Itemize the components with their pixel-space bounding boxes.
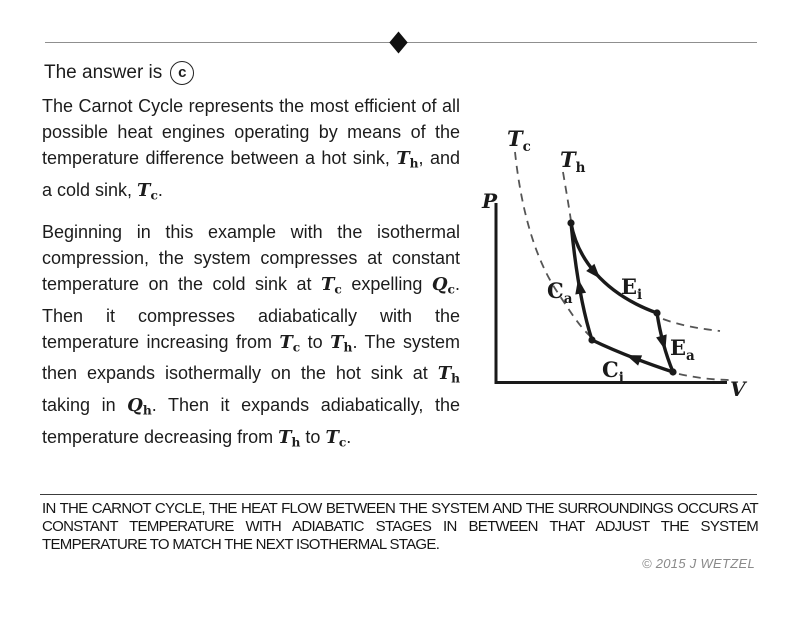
math-symbol: $T_h$: [396, 148, 419, 171]
compression-isothermal-arrow-icon: [626, 355, 642, 366]
math-symbol: $T_c$: [137, 179, 158, 203]
cold-isotherm-curve-right: [679, 374, 732, 380]
math-symbol: $T_h$: [437, 363, 460, 387]
math-symbol: $Q_c$: [431, 274, 455, 297]
hot-isotherm-curve: [563, 172, 571, 221]
cold-isotherm-label: $T_c$: [507, 126, 531, 155]
hot-isotherm-label: $T_h$: [560, 147, 586, 176]
math-symbol: $T_c$: [325, 426, 347, 450]
math-symbol: $Q_h$: [127, 395, 152, 418]
hot-isotherm-curve-right: [663, 319, 720, 331]
isothermal-expansion-label: $E_i$: [621, 274, 643, 303]
math-symbol: $T_c$: [320, 274, 342, 297]
isothermal-compression-label: $C_i$: [602, 357, 624, 386]
adiabatic-expansion-label: $E_a$: [670, 335, 695, 364]
math-symbol: $T_c$: [279, 331, 301, 355]
answer-prefix: The answer is: [44, 62, 163, 83]
explanation-paragraph-1: The Carnot Cycle represents the most efficient of all possible heat engines operating by means of the temperature difference between a hot sink, $T_h$, and a cold sink, $T_c$.: [42, 96, 460, 203]
math-symbol: $T_h$: [330, 331, 353, 355]
answer-line: [44, 60, 194, 86]
explanation-paragraph-2: Beginning in this example with the isothermal compression, the system compresses at constant temperature on the cold sink at $T_c$ expelling $Q_c$. Then it compresses adiabatically with the temperature increasing from $T_c$ to $T_h$. The system then expands isothermally on the hot sink at $T_h$ taking in $Q_h$. Then it expands adiabatically, the temperature decreasing from $T_h$ to $T_c$.: [42, 222, 461, 450]
expansion-adiabatic-arrow-icon: [656, 334, 667, 350]
adiabatic-compression-label: $C_a$: [547, 278, 573, 307]
adiabatic-compression-curve: [571, 223, 592, 340]
isothermal-expansion-curve: [571, 223, 657, 313]
diamond-ornament-icon: [389, 31, 407, 53]
pv-diagram: [470, 105, 790, 405]
copyright-text: © 2015 J WETZEL: [641, 556, 755, 571]
bottom-divider-line: [40, 494, 757, 495]
volume-axis-label: V: [730, 377, 746, 401]
state-point-left: [588, 336, 595, 343]
state-point-top: [567, 219, 574, 226]
state-point-bottom: [669, 368, 676, 375]
state-point-right: [653, 309, 660, 316]
summary-text: IN THE CARNOT CYCLE, THE HEAT FLOW BETWEEN THE SYSTEM AND THE SURROUNDINGS OCCURS AT CONSTANT TEMPERATURE WITH ADIABATIC STAGES IN BETWEEN THAT ADJUST THE SYSTEM TEMPERATURE TO MATCH THE NEXT ISOTHERMAL STAGE.: [42, 500, 758, 553]
pressure-axis-label: P: [482, 189, 498, 213]
math-symbol: $T_h$: [278, 426, 301, 450]
answer-choice-badge: c: [170, 61, 194, 85]
